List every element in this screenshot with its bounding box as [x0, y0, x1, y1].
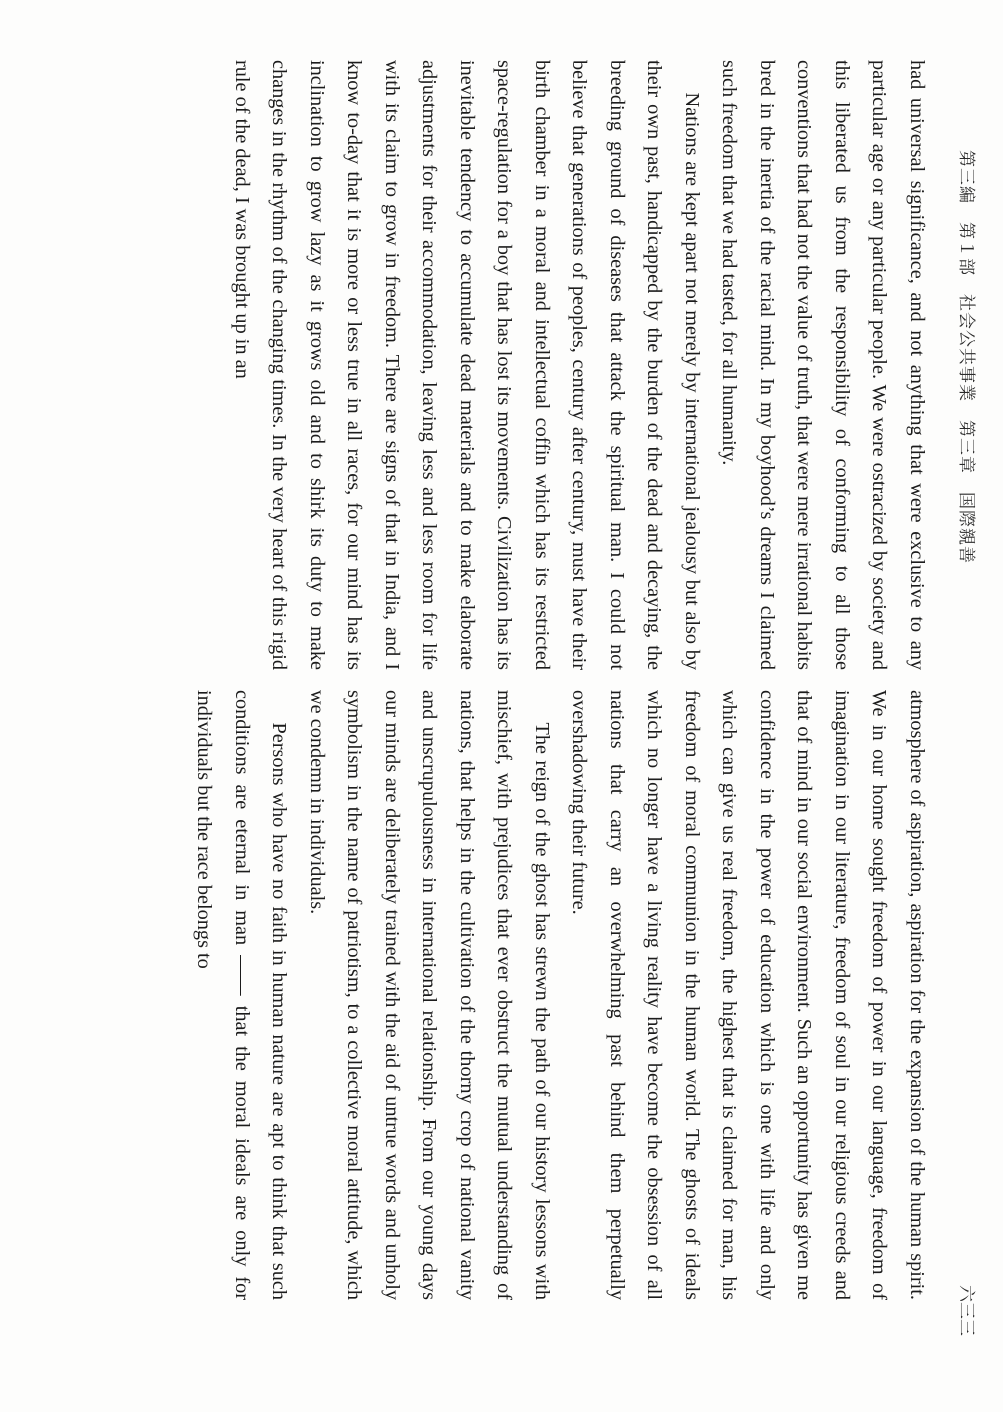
- paragraph: Persons who have no faith in human nature are apt to think that such conditions are eternal in man —— that the moral ideals are only for individuals but the race belongs to: [193, 690, 291, 1300]
- right-text-column: [185, 690, 935, 1300]
- page-number: 六三三: [956, 1285, 976, 1336]
- paragraph: The reign of the ghost has strewn the path of our history lessons with mischief, with prejudices that ever obstruct the mutual understanding of nations, that helps in the cultivation of the thorny crop of national vanity and unscrupulousness in international relationship. From our young days our minds are deliberately trained with the aid of untrue words and unholy symbolism in the name of patriotism, to a collective moral attitude, which we condemn in individuals.: [306, 690, 553, 1300]
- paragraph: atmosphere of aspiration, aspiration for the expansion of the human spirit. We in our home sought freedom of power in our language, freedom of imagination in our literature, freedom of soul in our religious creeds and that of mind in our social environment. Such an opportunity has given me confidence in the power of education which is one with life and only which can give us real freedom, the highest that is claimed for man, his freedom of moral communion in the human world. The ghosts of ideals which no longer have a living reality have become the obsession of all nations that carry an overwhelming past behind them perpetually overshadowing their future.: [568, 690, 928, 1300]
- paragraph: had universal significance, and not anything that were exclusive to any particular age or any particular people. We were ostracized by society and this liberated us from the responsibility of conforming to all those conventions that had not the value of truth, that were mere irrational habits bred in the inertia of the racial mind. In my boyhood’s dreams I claimed such freedom that we had tasted, for all humanity.: [718, 60, 928, 670]
- paragraph: Nations are kept apart not merely by international jealousy but also by their own past, handicapped by the burden of the dead and decaying, the breeding ground of diseases that attack the spiritual man. I could not believe that generations of peoples, century after century, must have their birth chamber in a moral and intellectual coffin which has its restricted space-regulation for a boy that has lost its movements. Civilization has its inevitable tendency to accumulate dead materials and to make elaborate adjustments for their accommodation, leaving less and less room for life with its claim to grow in freedom. There are signs of that in India, and I know to-day that it is more or less true in all races, for our mind has its inclination to grow lazy as it grows old and to shirk its duty to make changes in the rhythm of the changing times. In the very heart of this rigid rule of the dead, I was brought up in an: [231, 60, 703, 670]
- running-header: 第三編 第１部 社会公共事業 第三章 国際親善: [956, 150, 976, 564]
- left-text-column: [223, 60, 936, 670]
